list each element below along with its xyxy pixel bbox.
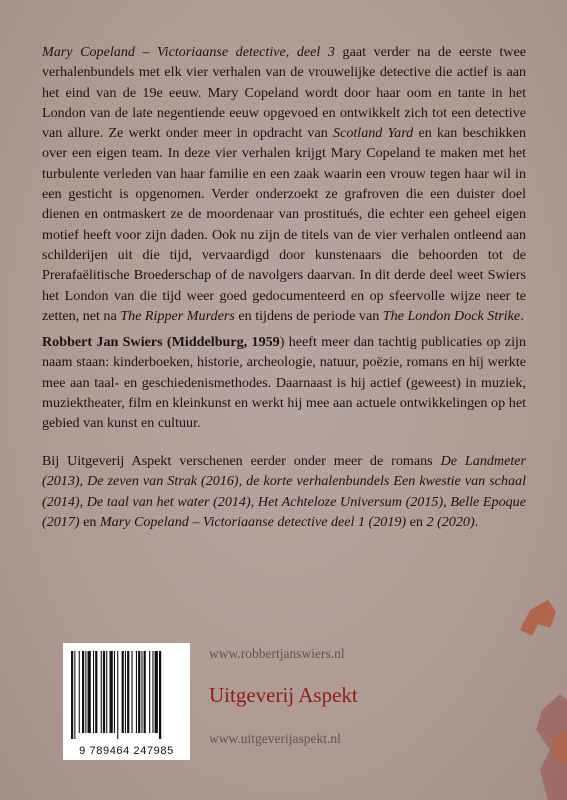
isbn-number: 9 789464 247985	[79, 745, 174, 757]
author-name: Robbert Jan Swiers (Middelburg, 1959	[42, 334, 280, 350]
publisher-website-link[interactable]: www.uitgeverijaspekt.nl	[209, 731, 341, 746]
decorative-stain	[490, 590, 567, 800]
isbn-barcode	[63, 643, 190, 760]
author-website-link[interactable]: www.robbertjanswiers.nl	[209, 646, 345, 661]
author-bio-paragraph: Robbert Jan Swiers (Middelburg, 1959) heeft meer dan tachtig publicaties op zijn naam staan: kinderboeken, historie, archeologie, natuur, poëzie, romans en hij werkte mee aan taal- en geschiedenismethodes. Daarnaast is hij actief (geweest) in muziek, muziektheater, film en kleinkunst en werkt hij mee aan actuele ontwikkelingen op het gebied van kunst en cultuur.	[42, 334, 526, 432]
series-title: Mary Copeland – Victoriaanse detective, deel 3	[42, 44, 335, 60]
publisher-name: Uitgeverij Aspekt	[209, 683, 358, 707]
other-works-paragraph: Bij Uitgeverij Aspekt verschenen eerder onder meer de romans De Landmeter (2013), De zeven van Strak (2016), de korte verhalenbundels Een kwestie van schaal (2014), De taal van het water (2014), Het Achteloze Universum (2015), Belle Epoque (2017) en Mary Copeland – Victoriaanse detective deel 1 (2019) en 2 (2020).	[42, 453, 526, 530]
blurb-paragraph: Mary Copeland – Victoriaanse detective, deel 3 gaat verder na de eerste twee verhalenbundels met elk vier verhalen van de vrouwelijke detective die actief is aan het eind van de 19e eeuw. Mary Copeland wordt door haar oom en tante in het London van de late negentiende eeuw opgevoed en ontwikkelt zich tot een detective van allure. Ze werkt onder meer in opdracht van Scotland Yard en kan beschikken over een eigen team. In deze vier verhalen krijgt Mary Copeland te maken met het turbulente verleden van haar familie en een zaak waarin een vrouw tegen haar wil in een gesticht is opgenomen. Verder onderzoekt ze grafroven die een duister doel dienen en ontmaskert ze de moordenaar van prostitués, die echter een geheel eigen motief heeft voor zijn daden. Ook nu zijn de titels van de vier verhalen ontleend aan schilderijen uit die tijd, vervaardigd door kunstenaars die behoorden tot de Prerafaëlitische Broederschap of de navolgers daarvan. In dit derde deel weet Swiers het London van die tijd weer goed gedocumenteerd en op sfeervolle wijze neer te zetten, net na The Ripper Murders en tijdens de periode van The London Dock Strike.	[42, 44, 527, 324]
barcode-bars	[69, 651, 184, 739]
